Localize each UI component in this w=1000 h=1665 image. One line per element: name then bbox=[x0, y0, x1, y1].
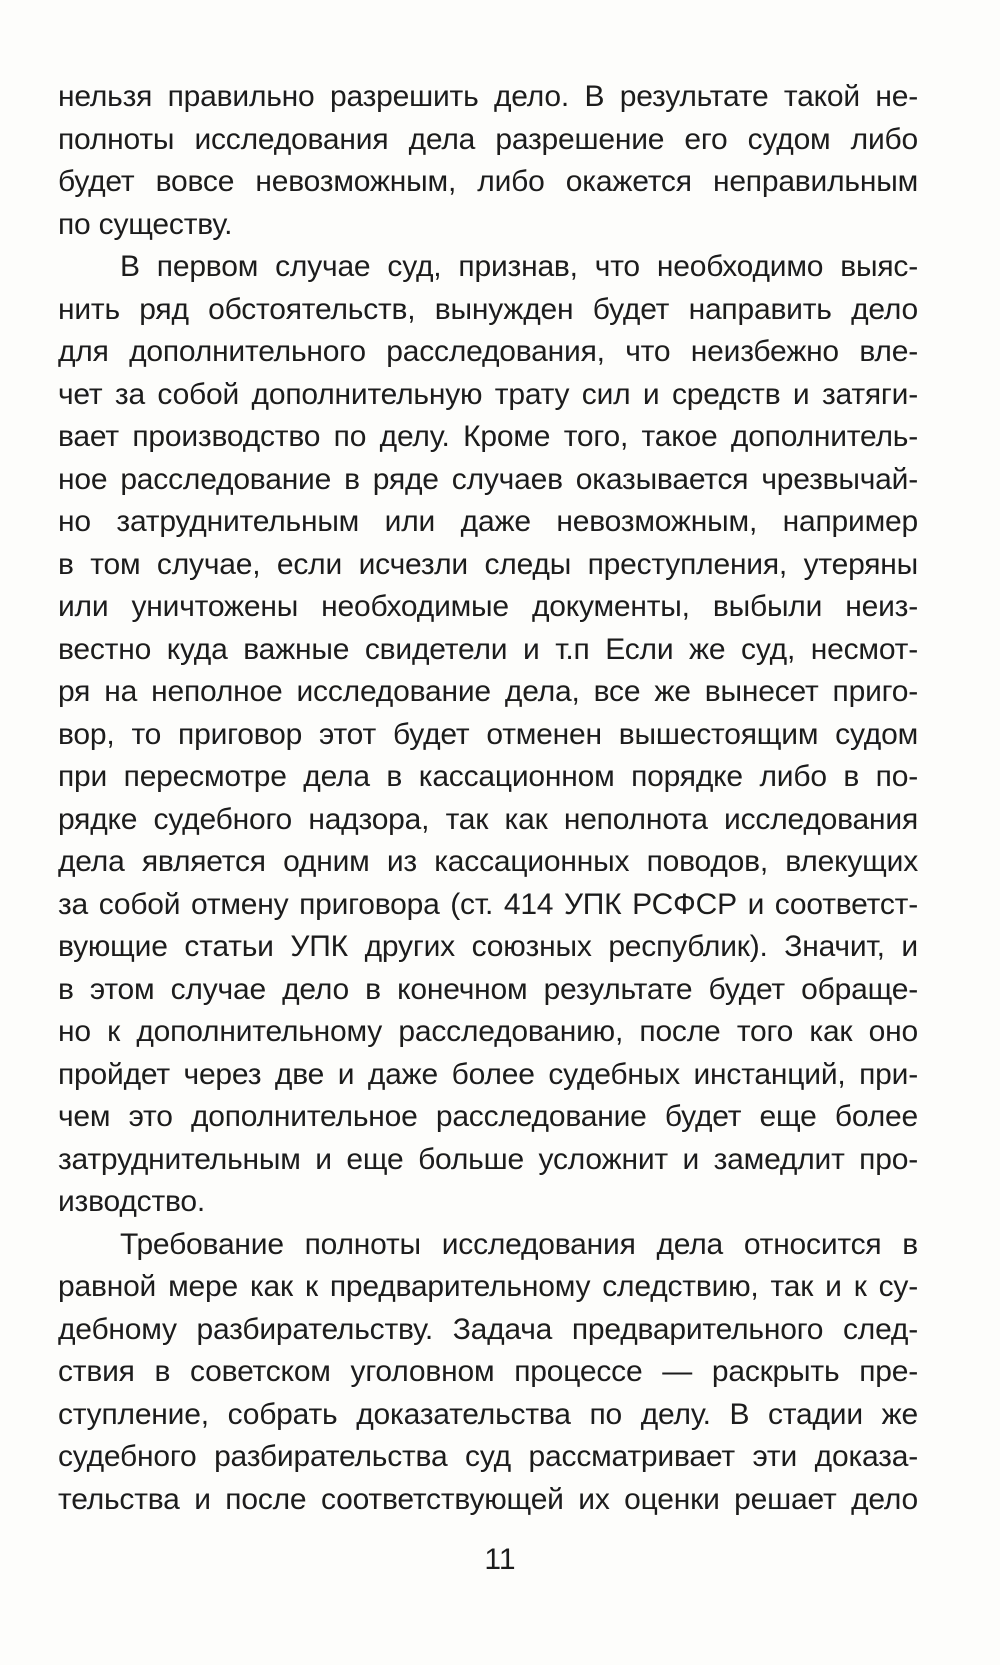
page-number: 11 bbox=[484, 1543, 516, 1576]
text-line: вестно куда важные свидетели и т.п Если же суд, несмот- bbox=[58, 632, 918, 666]
text-line: полноты исследования дела разрешение его судом либо bbox=[58, 122, 918, 156]
text-line: В первом случае суд, признав, что необходимо выяс- bbox=[120, 250, 918, 283]
text-line: при пересмотре дела в кассационном порядке либо в по- bbox=[58, 760, 918, 793]
text-line: пройдет через две и даже более судебных инстанций, при- bbox=[58, 1057, 918, 1091]
text-line: ступление, собрать доказательства по делу. В стадии же bbox=[58, 1397, 918, 1431]
text-line: равной мере как к предварительному следствию, так и к су- bbox=[58, 1270, 918, 1303]
text-line: ное расследование в ряде случаев оказывается чрезвычай- bbox=[58, 462, 918, 496]
text-line: но к дополнительному расследованию, после того как оно bbox=[58, 1015, 918, 1048]
text-line: судебного разбирательства суд рассматривает эти доказа- bbox=[58, 1440, 918, 1473]
paragraph-2 bbox=[58, 246, 918, 1224]
text-line: ствия в советском уголовном процессе — раскрыть пре- bbox=[58, 1355, 918, 1388]
text-line: тельства и после соответствующей их оценки решает дело bbox=[58, 1482, 918, 1516]
text-line: рядке судебного надзора, так как неполнота исследования bbox=[58, 802, 918, 836]
text-line: за собой отмену приговора (ст. 414 УПК РСФСР и соответст- bbox=[58, 887, 918, 921]
text-line: нить ряд обстоятельств, вынужден будет направить дело bbox=[58, 292, 918, 326]
text-line: дела является одним из кассационных поводов, влекущих bbox=[58, 845, 918, 878]
text-line: дебному разбирательству. Задача предварительного след- bbox=[58, 1312, 918, 1346]
page-body bbox=[58, 76, 918, 1656]
text-line: вает производство по делу. Кроме того, такое дополнитель- bbox=[58, 420, 918, 453]
text-line: будет вовсе невозможным, либо окажется неправильным bbox=[58, 165, 918, 198]
text-line: в этом случае дело в конечном результате будет обраще- bbox=[58, 972, 918, 1006]
text-line: в том случае, если исчезли следы преступления, утеряны bbox=[58, 547, 918, 581]
text-line: или уничтожены необходимые документы, выбыли неиз- bbox=[58, 590, 918, 623]
text-line: вующие статьи УПК других союзных республик). Значит, и bbox=[58, 930, 918, 963]
text-line: вор, то приговор этот будет отменен вышестоящим судом bbox=[58, 717, 918, 751]
text-line: затруднительным и еще больше усложнит и замедлит про- bbox=[58, 1142, 918, 1176]
text-line: нельзя правильно разрешить дело. В результате такой не- bbox=[58, 80, 918, 113]
text-line: по существу. bbox=[58, 207, 233, 241]
text-line: чем это дополнительное расследование будет еще более bbox=[58, 1100, 918, 1133]
paragraph-3 bbox=[58, 1224, 918, 1522]
text-line: Требование полноты исследования дела относится в bbox=[120, 1227, 918, 1261]
text-line: чет за собой дополнительную трату сил и средств и затяги- bbox=[58, 377, 918, 411]
paragraph-1 bbox=[58, 76, 918, 246]
text-line: изводство. bbox=[58, 1185, 206, 1218]
text-line: но затруднительным или даже невозможным, например bbox=[58, 505, 918, 538]
text-line: ря на неполное исследование дела, все же вынесет приго- bbox=[58, 675, 918, 708]
text-line: для дополнительного расследования, что неизбежно вле- bbox=[58, 335, 918, 368]
